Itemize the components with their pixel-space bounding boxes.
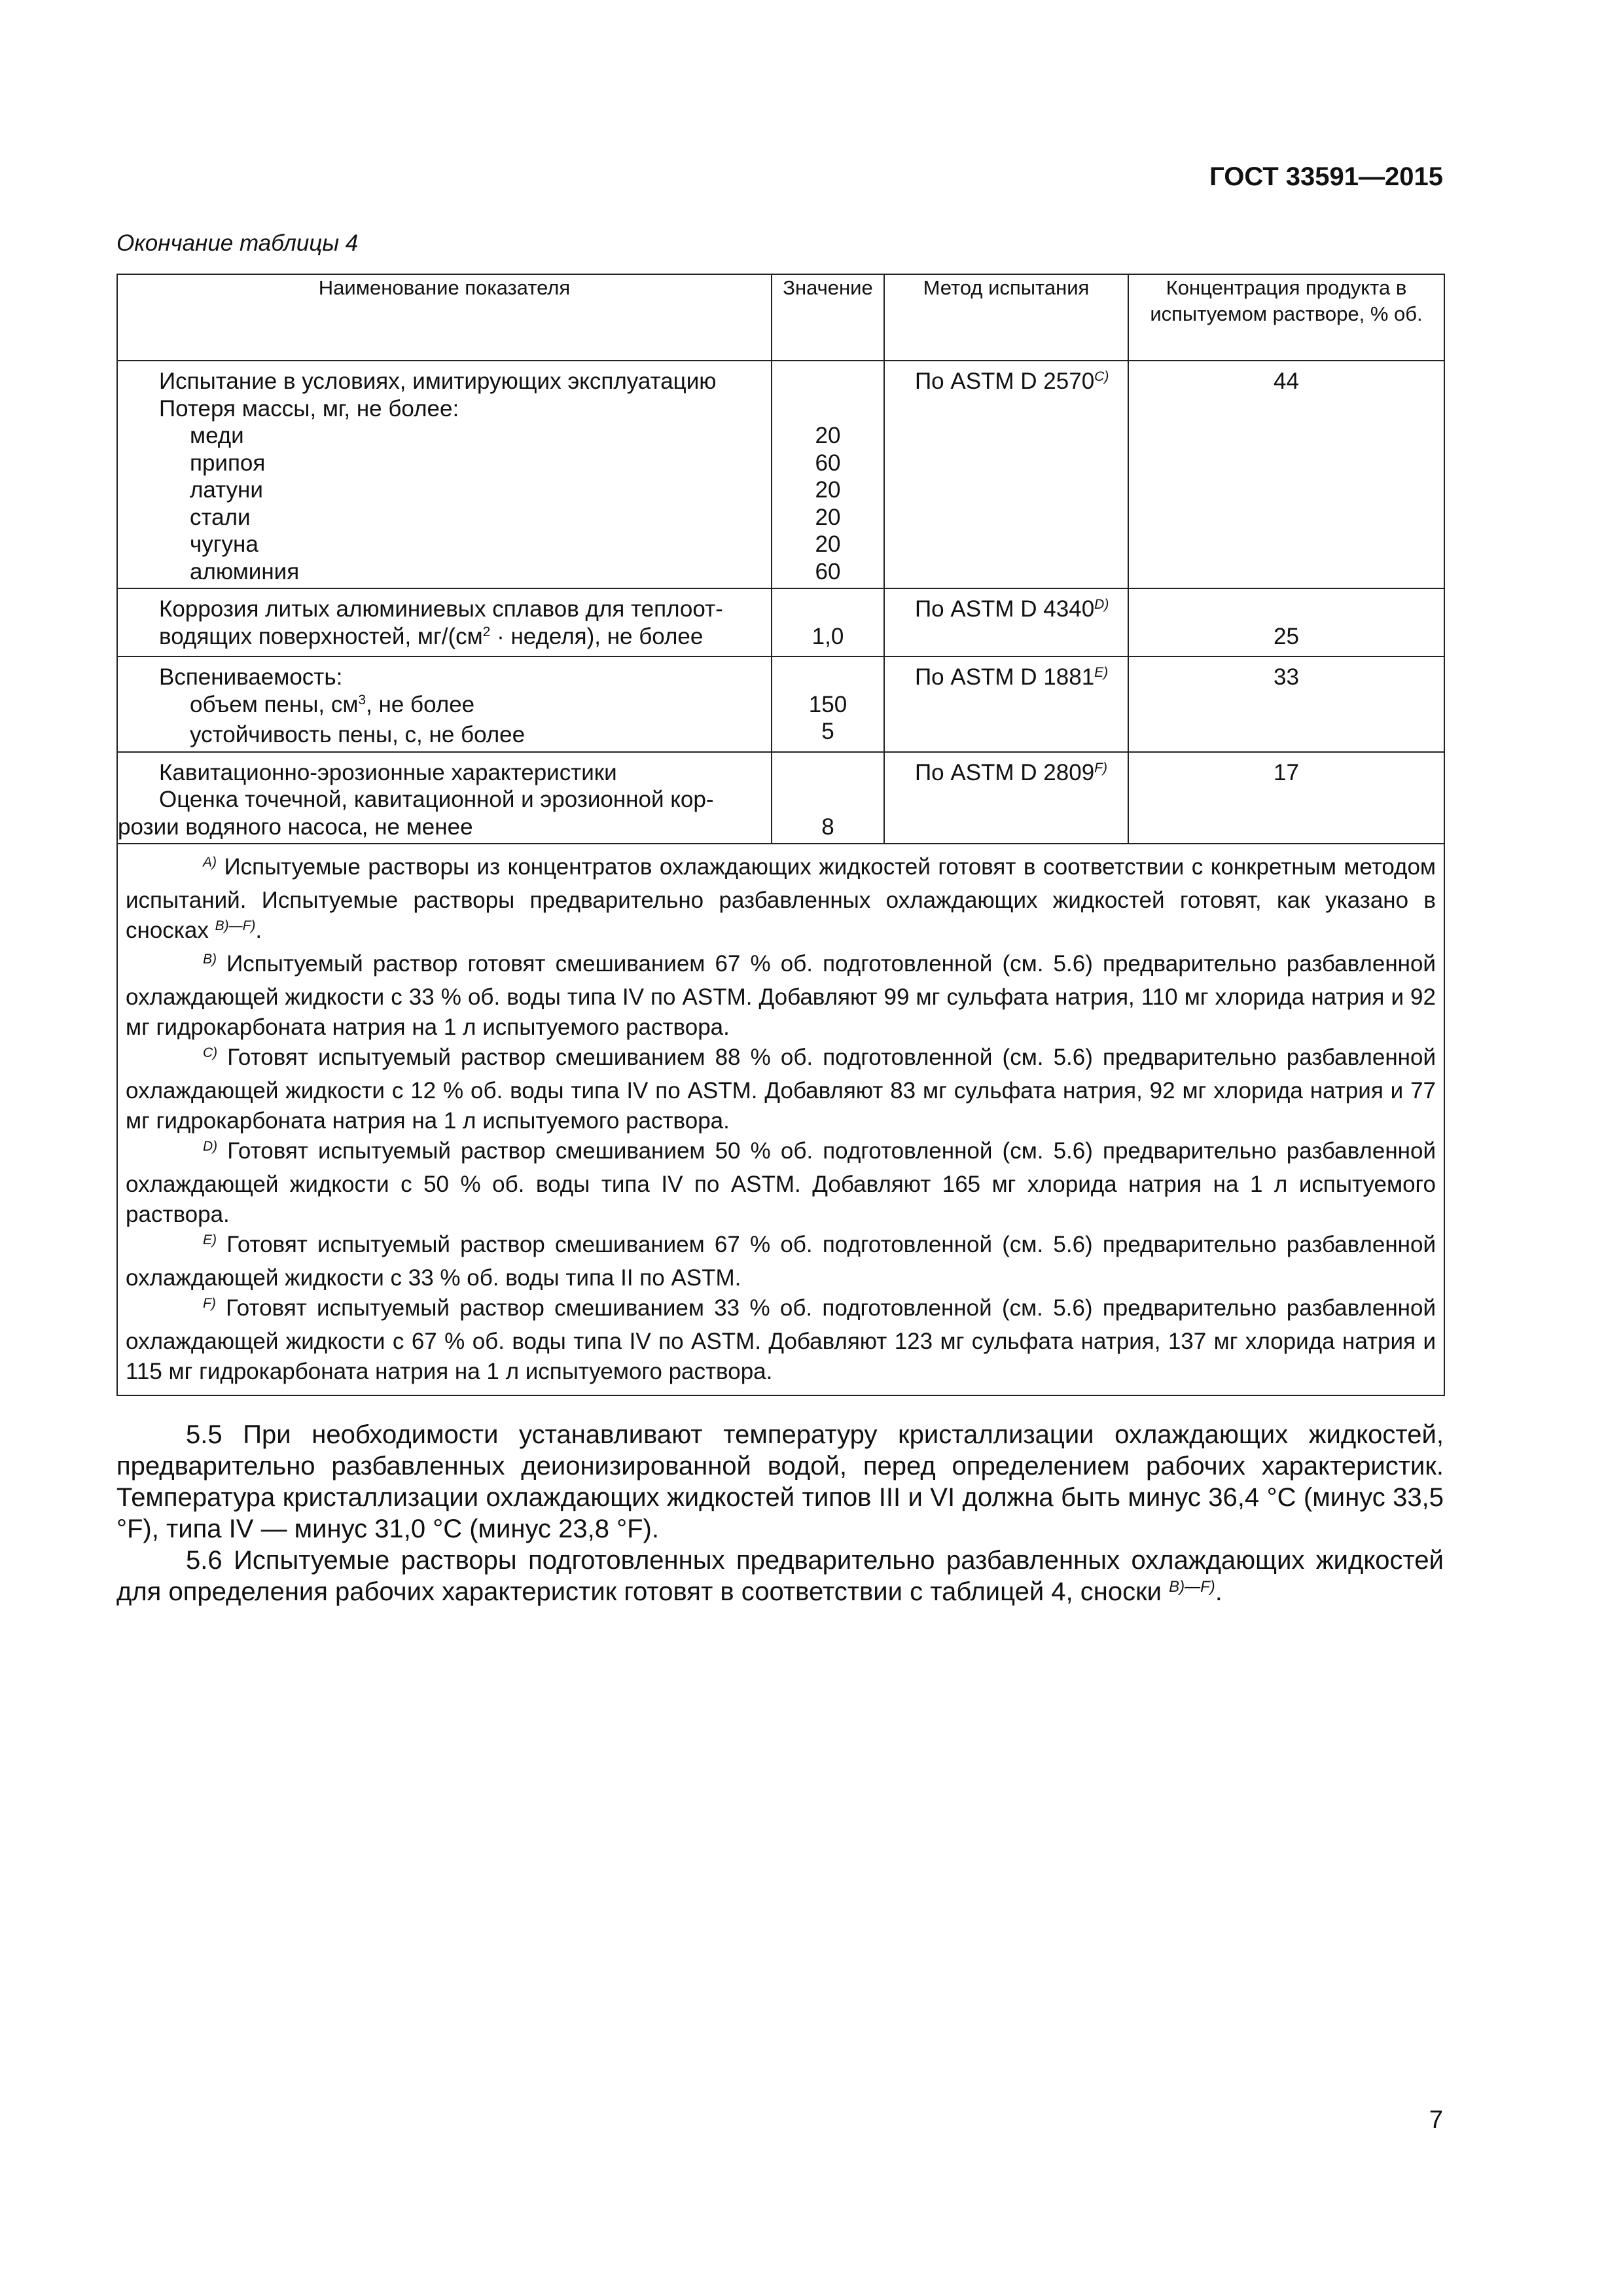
header-name: Наименование показателя [117, 274, 772, 361]
footnote-ref: F) [1094, 760, 1107, 776]
row-sublabel: стали [190, 504, 251, 530]
table-header-row [117, 274, 1444, 361]
row-method: По ASTM D 2570 [915, 368, 1095, 394]
row-method: По ASTM D 4340 [915, 596, 1095, 622]
table-caption: Окончание таблицы 4 [116, 230, 359, 256]
row-value: 150 [808, 691, 847, 717]
footnote-ref: E) [1094, 665, 1109, 681]
table-row [117, 752, 1444, 844]
header-concentration-line2: испытуемом растворе, % об. [1150, 302, 1423, 325]
footnote-b: $^{B)}$ Испытуемый раствор готовят смешиванием 67 % об. подготовленной (см. 5.6) предварительно разбавленной охлаждающей жидкости с 33 % об. воды типа IV по ASTM. Добавляют 99 мг сульфата натрия, 110 мг хлорида натрия и 92 мг гидрокарбоната натрия на 1 л испытуемого раствора. [126, 951, 1436, 1040]
footnote-d: $^{D)}$ Готовят испытуемый раствор смешиванием 50 % об. подготовленной (см. 5.6) предварительно разбавленной охлаждающей жидкости с 50 % об. воды типа IV по ASTM. Добавляют 165 мг хлорида натрия на 1 л испытуемого раствора. [126, 1138, 1436, 1227]
footnote-f: $^{F)}$ Готовят испытуемый раствор смешиванием 33 % об. подготовленной (см. 5.6) предварительно разбавленной охлаждающей жидкости с 67 % об. воды типа IV по ASTM. Добавляют 123 мг сульфата натрия, 137 мг хлорида натрия и 115 мг гидрокарбоната натрия на 1 л испытуемого раствора. [126, 1295, 1436, 1384]
footnote-c: $^{C)}$ Готовят испытуемый раствор смешиванием 88 % об. подготовленной (см. 5.6) предварительно разбавленной охлаждающей жидкости с 12 % об. воды типа IV по ASTM. Добавляют 83 мг сульфата натрия, 92 мг хлорида натрия и 77 мг гидрокарбоната натрия на 1 л испытуемого раствора. [126, 1045, 1436, 1134]
row-value: 20 [815, 504, 841, 530]
row-value: 20 [815, 423, 841, 448]
row-sublabel: чугуна [190, 531, 259, 557]
row-value: 1,0 [812, 623, 844, 649]
row-sublabel: объем пены, $см^3$, не более [190, 691, 475, 717]
row-concentration: 33 [1274, 664, 1299, 690]
header-value: Значение [772, 274, 884, 361]
row-label: Оценка точечной, кавитационной и эрозионной кор- [159, 787, 714, 812]
row-label: розии водяного насоса, не менее [118, 814, 473, 840]
row-sublabel: алюминия [190, 558, 300, 584]
row-value: 20 [815, 477, 841, 503]
table-row [117, 588, 1444, 656]
row-concentration: 44 [1274, 368, 1299, 394]
table-row [117, 361, 1444, 588]
header-concentration [1128, 274, 1444, 361]
row-label: водящих поверхностей, $мг/(см^2$ · неделя), не более [159, 623, 704, 649]
footnote-ref: C) [1094, 369, 1109, 385]
row-sublabel: латуни [190, 477, 263, 503]
row-sublabel: припоя [190, 450, 266, 476]
header-method: Метод испытания [884, 274, 1128, 361]
row-label: Испытание в условиях, имитирующих эксплуатацию [159, 368, 717, 394]
row-method: По ASTM D 1881 [915, 664, 1095, 690]
row-label: Потеря массы, мг, не более: [159, 395, 459, 422]
row-concentration: 25 [1274, 623, 1299, 649]
row-method: По ASTM D 2809 [915, 759, 1095, 785]
table-row [117, 656, 1444, 752]
table-notes-row [117, 844, 1444, 1395]
footnote-a: $^{A)}$ Испытуемые растворы из концентратов охлаждающих жидкостей готовят в соответствии с конкретным методом испытаний. Испытуемые растворы предварительно разбавленных охлаждающих жидкостей готовят, как указано в сносках $^{B)—F)}$. [126, 854, 1436, 943]
properties-table [116, 274, 1445, 1396]
row-value: 20 [815, 531, 841, 557]
row-concentration: 17 [1274, 759, 1299, 785]
paragraph-5-6: 5.6 Испытуемые растворы подготовленных предварительно разбавленных охлаждающих жидкостей для определения рабочих характеристик готовят в соответствии с таблицей 4, сноски $^{B)—F)}$. [116, 1546, 1444, 1606]
footnote-e: $^{E)}$ Готовят испытуемый раствор смешиванием 67 % об. подготовленной (см. 5.6) предварительно разбавленной охлаждающей жидкости с 33 % об. воды типа II по ASTM. [126, 1232, 1436, 1291]
row-value: 60 [815, 450, 841, 476]
body-text [116, 1419, 1444, 1611]
header-concentration-line1: Концентрация продукта в [1166, 276, 1407, 299]
row-value: 60 [815, 558, 841, 584]
footnote-ref: D) [1094, 597, 1109, 613]
row-sublabel: меди [190, 423, 244, 448]
row-label: Кавитационно-эрозионные характеристики [159, 759, 617, 785]
paragraph-5-5: 5.5 При необходимости устанавливают температуру кристаллизации охлаждающих жидкостей, предварительно разбавленных деионизированной водой, перед определением рабочих характеристик. Температура кристаллизации охлаждающих жидкостей типов III и VI должна быть минус 36,4 °С (минус 33,5 °F), типа IV — минус 31,0 °С (минус 23,8 °F). [116, 1420, 1444, 1543]
row-value: 5 [821, 719, 834, 744]
row-value: 8 [821, 814, 834, 840]
document-id-header: ГОСТ 33591—2015 [1209, 162, 1443, 191]
row-label: Вспениваемость: [159, 664, 343, 690]
row-label: Коррозия литых алюминиевых сплавов для теплоот- [159, 596, 723, 622]
row-sublabel: устойчивость пены, с, не более [190, 722, 526, 747]
page-number: 7 [1429, 2106, 1443, 2134]
